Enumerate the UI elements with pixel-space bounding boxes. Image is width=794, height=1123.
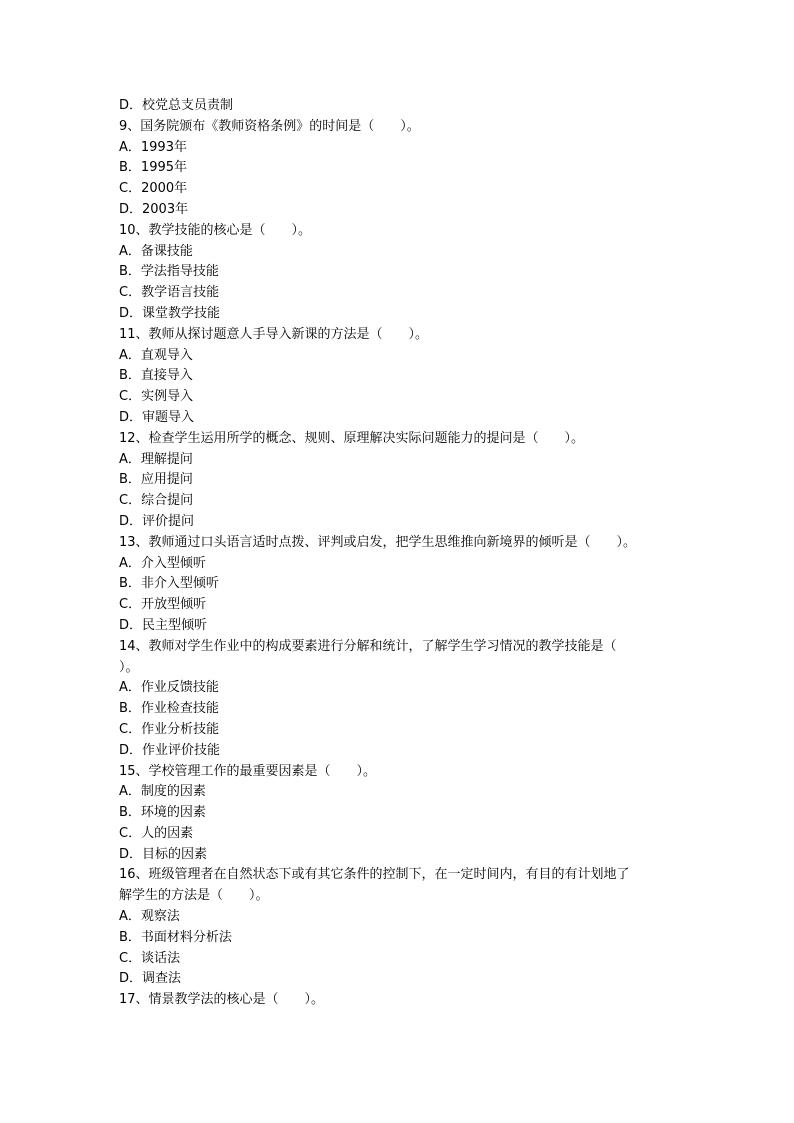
question-list (119, 96, 679, 1011)
option-line: B．应用提问 (119, 472, 193, 488)
option-line: D．课堂教学技能 (119, 305, 221, 321)
option-line: C．2000年 (119, 181, 188, 197)
option-line: A．观察法 (119, 909, 180, 925)
option-line: B．1995年 (119, 160, 188, 176)
question-line: ）。 (119, 659, 139, 675)
question-line: 12、检查学生运用所学的概念、规则、原理解决实际问题能力的提问是（ ）。 (119, 430, 585, 446)
option-line: D．目标的因素 (119, 846, 208, 862)
question-line: 15、学校管理工作的最重要因素是（ ）。 (119, 763, 377, 779)
question-line: 16、班级管理者在自然状态下或有其它条件的控制下，在一定时间内，有目的有计划地了 (119, 867, 630, 883)
option-line: B．学法指导技能 (119, 264, 219, 280)
option-line: B．环境的因素 (119, 805, 206, 821)
option-line: A．1993年 (119, 139, 187, 155)
option-line: A．作业反馈技能 (119, 680, 219, 696)
option-line: C．人的因素 (119, 825, 194, 841)
option-line: C．实例导入 (119, 389, 194, 405)
option-line: C．谈话法 (119, 950, 181, 966)
option-line: D．民主型倾听 (119, 617, 208, 633)
option-line: A．制度的因素 (119, 784, 206, 800)
option-line: C．作业分析技能 (119, 721, 220, 737)
option-line: A．直观导入 (119, 347, 193, 363)
option-line: D．审题导入 (119, 409, 195, 425)
question-line: 14、教师对学生作业中的构成要素进行分解和统计，了解学生学习情况的教学技能是（ (119, 638, 617, 654)
option-line: C．教学语言技能 (119, 285, 220, 301)
option-line: B．书面材料分析法 (119, 929, 232, 945)
option-line: C．开放型倾听 (119, 597, 207, 613)
option-line: A．备课技能 (119, 243, 193, 259)
option-line: D．评价提问 (119, 513, 195, 529)
option-line: D．作业评价技能 (119, 742, 221, 758)
question-line: 17、情景教学法的核心是（ ）。 (119, 992, 325, 1008)
option-line: A．理解提问 (119, 451, 193, 467)
option-line: A．介入型倾听 (119, 555, 206, 571)
option-line: D．2003年 (119, 201, 189, 217)
question-line: 13、教师通过口头语言适时点拨、评判或启发，把学生思维推向新境界的倾听是（ ）。 (119, 534, 637, 550)
option-line: B．作业检查技能 (119, 701, 219, 717)
option-line: C．综合提问 (119, 493, 194, 509)
option-line: D．校党总支员责制 (119, 98, 234, 113)
option-line: B．直接导入 (119, 368, 193, 384)
question-line: 解学生的方法是（ ）。 (119, 888, 269, 904)
option-line: D．调查法 (119, 971, 182, 987)
option-line: B．非介入型倾听 (119, 576, 219, 592)
question-line: 9、国务院颁布《教师资格条例》的时间是（ ）。 (119, 118, 420, 134)
question-line: 10、教学技能的核心是（ ）。 (119, 222, 312, 238)
question-line: 11、教师从探讨题意人手导入新课的方法是（ ）。 (119, 326, 429, 342)
